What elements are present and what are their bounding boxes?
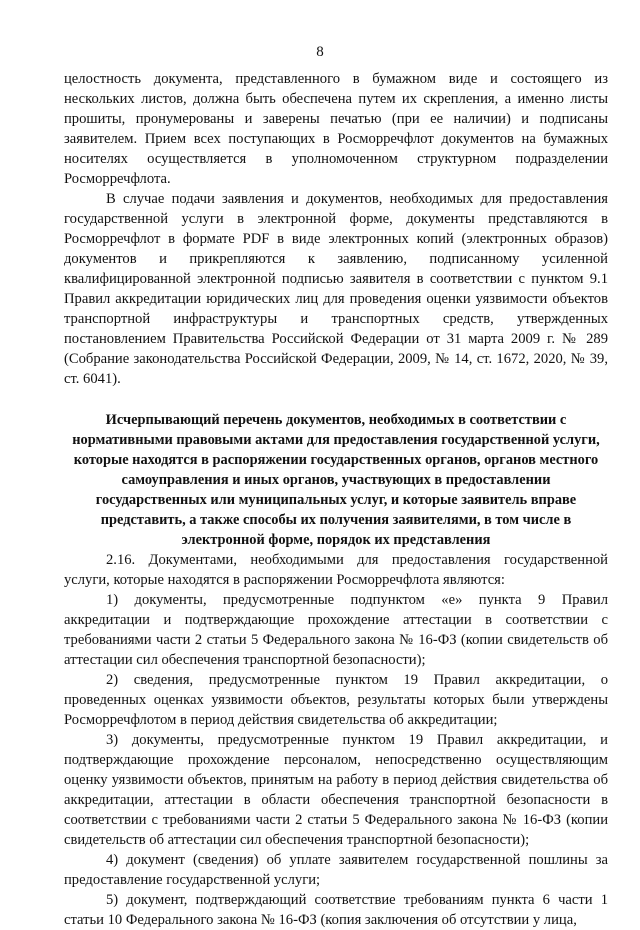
list-item-1: 1) документы, предусмотренные подпунктом «е» пункта 9 Правил аккредитации и подтверждающие прохождение аттестации в соответствии с требованиями части 2 статьи 5 Федерального закона № 16-ФЗ (копии свидетельств об аттестации сил обеспечения транспортной безопасности); xyxy=(64,592,608,668)
list-item-5: 5) документ, подтверждающий соответствие требованиям пункта 6 части 1 статьи 10 Федерального закона № 16-ФЗ (копия заключения об отсутствии у лица, xyxy=(64,892,608,928)
paragraph-document-integrity: целостность документа, представленного в бумажном виде и состоящего из нескольких листов, должна быть обеспечена путем их скрепления, а именно листы прошиты, пронумерованы и заверены печатью (при ее наличии) и подписаны заявителем. Прием всех поступающих в Росморречфлот документов на бумажных носителях осуществляется в уполномоченном структурном подразделении Росморречфлота. xyxy=(64,71,608,187)
list-item-3: 3) документы, предусмотренные пунктом 19 Правил аккредитации, и подтверждающие прохождение персоналом, непосредственно осуществляющим оценку уязвимости объектов, принятым на работу в период действия свидетельства об аккредитации, аттестации в области обеспечения транспортной безопасности в соответствии с требованиями части 2 статьи 5 Федерального закона № 16-ФЗ (копии свидетельств об аттестации сил обеспечения транспортной безопасности); xyxy=(64,732,608,848)
list-item-4: 4) документ (сведения) об уплате заявителем государственной пошлины за предоставление государственной услуги; xyxy=(64,852,608,888)
document-body xyxy=(64,69,608,930)
section-heading: Исчерпывающий перечень документов, необходимых в соответствии с нормативными правовыми актами для предоставления государственной услуги, которые находятся в распоряжении государственных органов, органов местного самоуправления и иных органов, участвующих в предоставлении государственных или муниципальных услуг, и которые заявитель вправе представить, а также способы их получения заявителями, в том числе в электронной форме, порядок их представления xyxy=(72,412,600,548)
page-number: 8 xyxy=(316,44,324,60)
list-item-2: 2) сведения, предусмотренные пунктом 19 Правил аккредитации, о проведенных оценках уязвимости объектов, результаты которых были утверждены Росморречфлотом в период действия свидетельства об аккредитации; xyxy=(64,672,608,728)
paragraph-electronic-submission: В случае подачи заявления и документов, необходимых для предоставления государственной услуги в электронной форме, документы представляются в Росморречфлот в формате PDF в виде электронных копий (электронных образов) документов и прикрепляются к заявлению, подписанному усиленной квалифицированной электронной подписью заявителя в соответствии с пунктом 9.1 Правил аккредитации юридических лиц для проведения оценки уязвимости объектов транспортной инфраструктуры и транспортных средств, утвержденных постановлением Правительства Российской Федерации от 31 марта 2009 г. № 289 (Собрание законодательства Российской Федерации, 2009, № 14, ст. 1672, 2020, № 39, ст. 6041). xyxy=(64,191,608,387)
paragraph-2-16: 2.16. Документами, необходимыми для предоставления государственной услуги, которые находятся в распоряжении Росморречфлота являются: xyxy=(64,552,608,588)
